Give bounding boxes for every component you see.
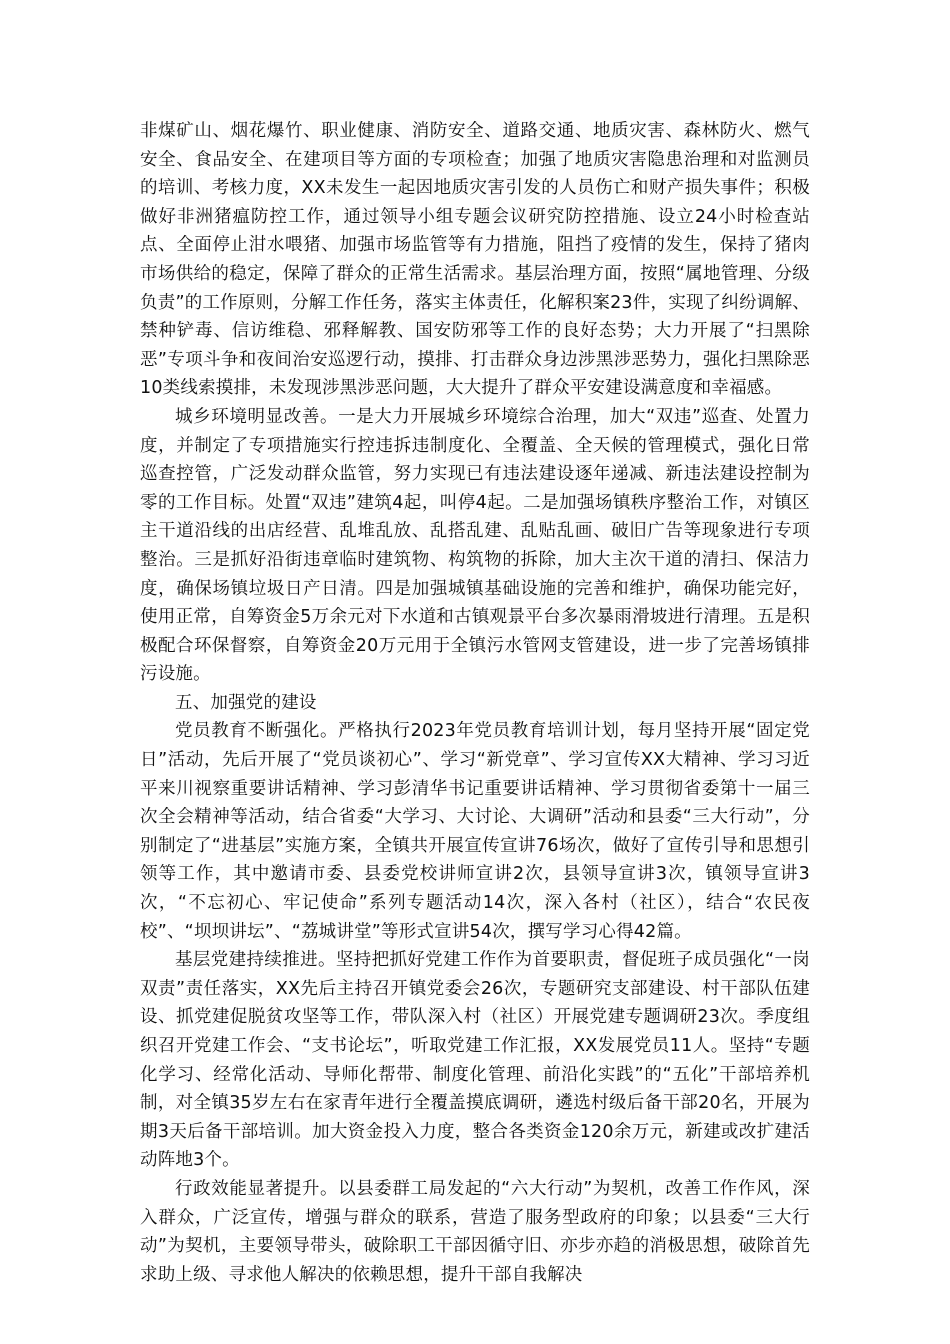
paragraph-administrative-efficiency: 行政效能显著提升。以县委群工局发起的“六大行动”为契机，改善工作作风，深入群众，广泛宣传，增强与群众的联系，营造了服务型政府的印象；以县委“三大行动”为契机，主要领导带头，破除职工干部因循守旧、亦步亦趋的消极思想，破除首先求助上级、寻求他人解决的依赖思想，提升干部自我解决	[140, 1178, 810, 1285]
paragraph-grassroots-party-building: 基层党建持续推进。坚持把抓好党建工作作为首要职责，督促班子成员强化“一岗双责”责任落实，XX先后主持召开镇党委会26次，专题研究支部建设、村干部队伍建设、抓党建促脱贫攻坚等工作，带队深入村（社区）开展党建专题调研23次。季度组织召开党建工作会、“支书论坛”，听取党建工作汇报，XX发展党员11人。坚持“专题化学习、经常化活动、导师化帮带、制度化管理、前沿化实践”的“五化”干部培养机制，对全镇35岁左右在家青年进行全覆盖摸底调研，遴选村级后备干部20名，开展为期3天后备干部培训。加大资金投入力度，整合各类资金120余万元，新建或改扩建活动阵地3个。	[140, 950, 810, 1171]
paragraph-safety-governance: 非煤矿山、烟花爆竹、职业健康、消防安全、道路交通、地质灾害、森林防火、燃气安全、食品安全、在建项目等方面的专项检查；加强了地质灾害隐患治理和对监测员的培训、考核力度，XX未发生一起因地质灾害引发的人员伤亡和财产损失事件；积极做好非洲猪瘟防控工作，通过领导小组专题会议研究防控措施、设立24小时检查站点、全面停止泔水喂猪、加强市场监管等有力措施，阻挡了疫情的发生，保持了猪肉市场供给的稳定，保障了群众的正常生活需求。基层治理方面，按照“属地管理、分级负责”的工作原则，分解工作任务，落实主体责任，化解积案23件，实现了纠纷调解、禁种铲毒、信访维稳、邪释解教、国安防邪等工作的良好态势；大力开展了“扫黑除恶”专项斗争和夜间治安巡逻行动，摸排、打击群众身边涉黑涉恶势力，强化扫黑除恶10类线索摸排，未发现涉黑涉恶问题，大大提升了群众平安建设满意度和幸福感。	[140, 121, 810, 399]
paragraph-urban-rural-environment: 城乡环境明显改善。一是大力开展城乡环境综合治理，加大“双违”巡查、处置力度，并制定了专项措施实行控违拆违制度化、全覆盖、全天候的管理模式，强化日常巡查控管，广泛发动群众监管，努力实现已有违法建设逐年递减、新违法建设控制为零的工作目标。处置“双违”建筑4起，叫停4起。二是加强场镇秩序整治工作，对镇区主干道沿线的出店经营、乱堆乱放、乱搭乱建、乱贴乱画、破旧广告等现象进行专项整治。三是抓好沿街违章临时建筑物、构筑物的拆除，加大主次干道的清扫、保洁力度，确保场镇垃圾日产日清。四是加强城镇基础设施的完善和维护，确保功能完好，使用正常，自筹资金5万余元对下水道和古镇观景平台多次暴雨滑坡进行清理。五是积极配合环保督察，自筹资金20万元用于全镇污水管网支管建设，进一步了完善场镇排污设施。	[140, 406, 810, 685]
section-heading-party-building: 五、加强党的建设	[175, 692, 317, 713]
document-page	[140, 117, 810, 1289]
paragraph-party-education: 党员教育不断强化。严格执行2023年党员教育培训计划，每月坚持开展“固定党日”活动，先后开展了“党员谈初心”、学习“新党章”、学习宣传XX大精神、学习习近平来川视察重要讲话精神、学习彭清华书记重要讲话精神、学习贯彻省委第十一届三次全会精神等活动，结合省委“大学习、大讨论、大调研”活动和县委“三大行动”，分别制定了“进基层”实施方案，全镇共开展宣传宣讲76场次，做好了宣传引导和思想引领等工作，其中邀请市委、县委党校讲师宣讲2次，县领导宣讲3次，镇领导宣讲3次，“不忘初心、牢记使命”系列专题活动14次，深入各村（社区），结合“农民夜校”、“坝坝讲坛”、“荔城讲堂”等形式宣讲54次，撰写学习心得42篇。	[140, 721, 810, 942]
